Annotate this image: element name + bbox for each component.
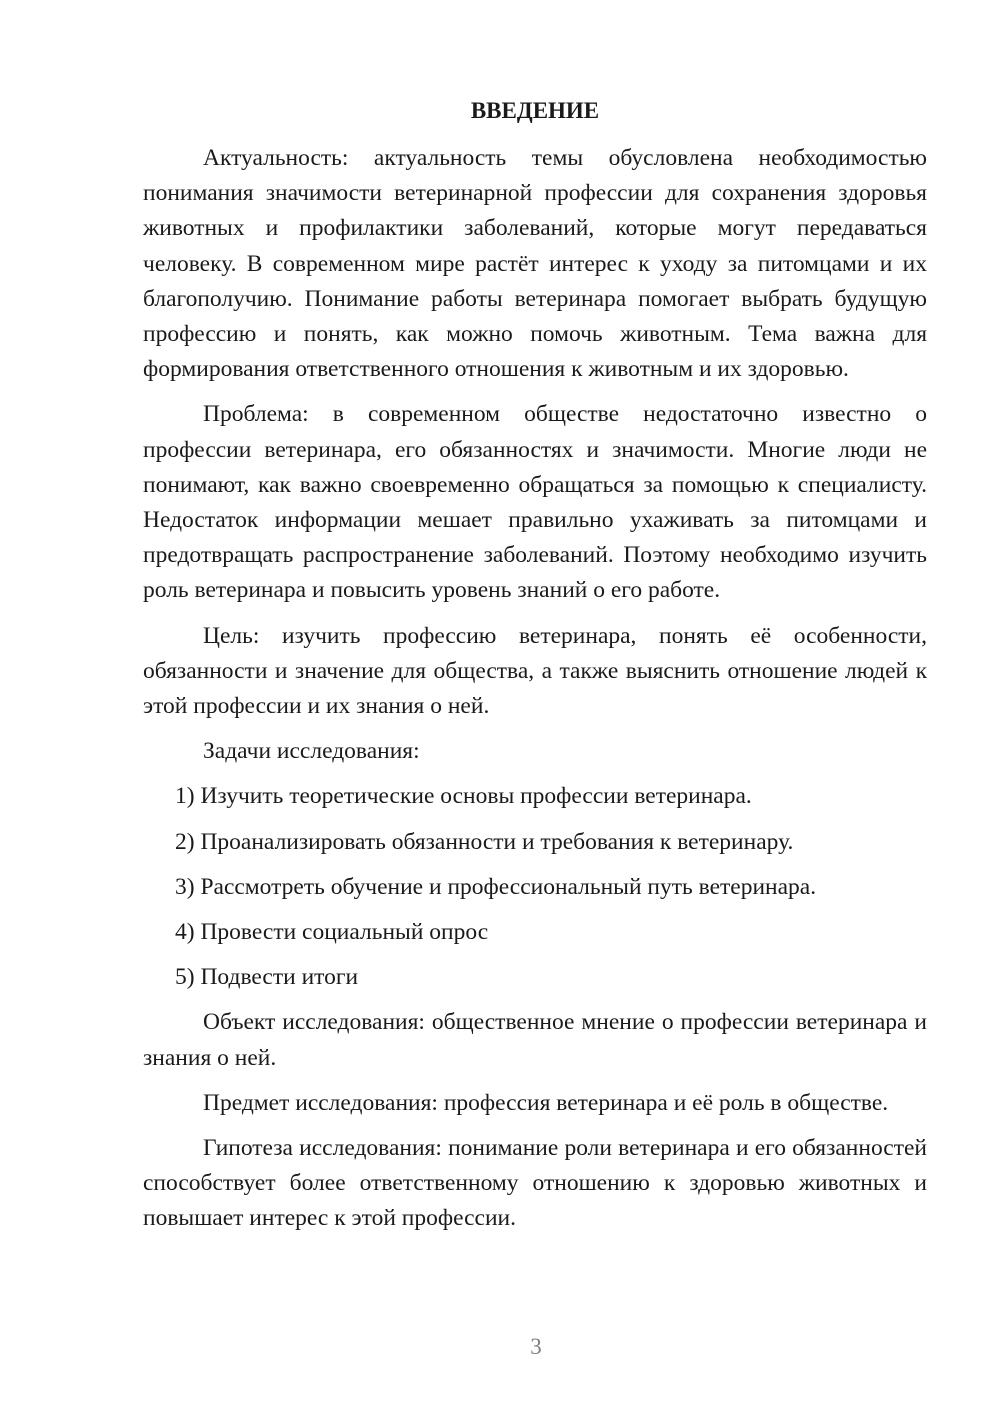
hypothesis-paragraph: Гипотеза исследования: понимание роли ветеринара и его обязанностей способствует более ответственному отношению к здоровью животных и повышает интерес к этой профессии. [143, 1135, 927, 1232]
task-item: 3) Рассмотреть обучение и профессиональный путь ветеринара. [175, 873, 817, 900]
page-title: ВВЕДЕНИЕ [470, 98, 600, 123]
subject-paragraph: Предмет исследования: профессия ветеринара и её роль в обществе. [203, 1089, 889, 1116]
page-content [143, 93, 927, 1247]
page-number: 3 [530, 1334, 542, 1359]
object-paragraph: Объект исследования: общественное мнение о профессии ветеринара и знания о ней. [143, 1009, 927, 1071]
goal-paragraph: Цель: изучить профессию ветеринара, понять её особенности, обязанности и значение для общества, а также выяснить отношение людей к этой профессии и их знания о ней. [143, 622, 927, 720]
problem-paragraph: Проблема: в современном обществе недостаточно известно о профессии ветеринара, его обязанностях и значимости. Многие люди не понимают, как важно своевременно обращаться за помощью к специалисту. Недостаток информации мешает правильно ухаживать за питомцами и предотвращать распространение заболеваний. Поэтому необходимо изучить роль ветеринара и повысить уровень знаний о его работе. [143, 401, 927, 604]
task-item: 1) Изучить теоретические основы профессии ветеринара. [175, 783, 752, 810]
relevance-paragraph: Актуальность: актуальность темы обусловлена необходимостью понимания значимости ветеринарной профессии для сохранения здоровья животных и профилактики заболеваний, которые могут передаваться человеку. В современном мире растёт интерес к уходу за питомцами и их благополучию. Понимание работы ветеринара помогает выбрать будущую профессию и понять, как можно помочь животным. Тема важна для формирования ответственного отношения к животным и их здоровью. [143, 145, 927, 383]
tasks-list [143, 779, 927, 995]
task-item: 4) Провести социальный опрос [175, 919, 489, 946]
task-item: 5) Подвести итоги [175, 964, 359, 991]
task-item: 2) Проанализировать обязанности и требования к ветеринару. [175, 828, 794, 855]
tasks-heading: Задачи исследования: [203, 738, 420, 765]
